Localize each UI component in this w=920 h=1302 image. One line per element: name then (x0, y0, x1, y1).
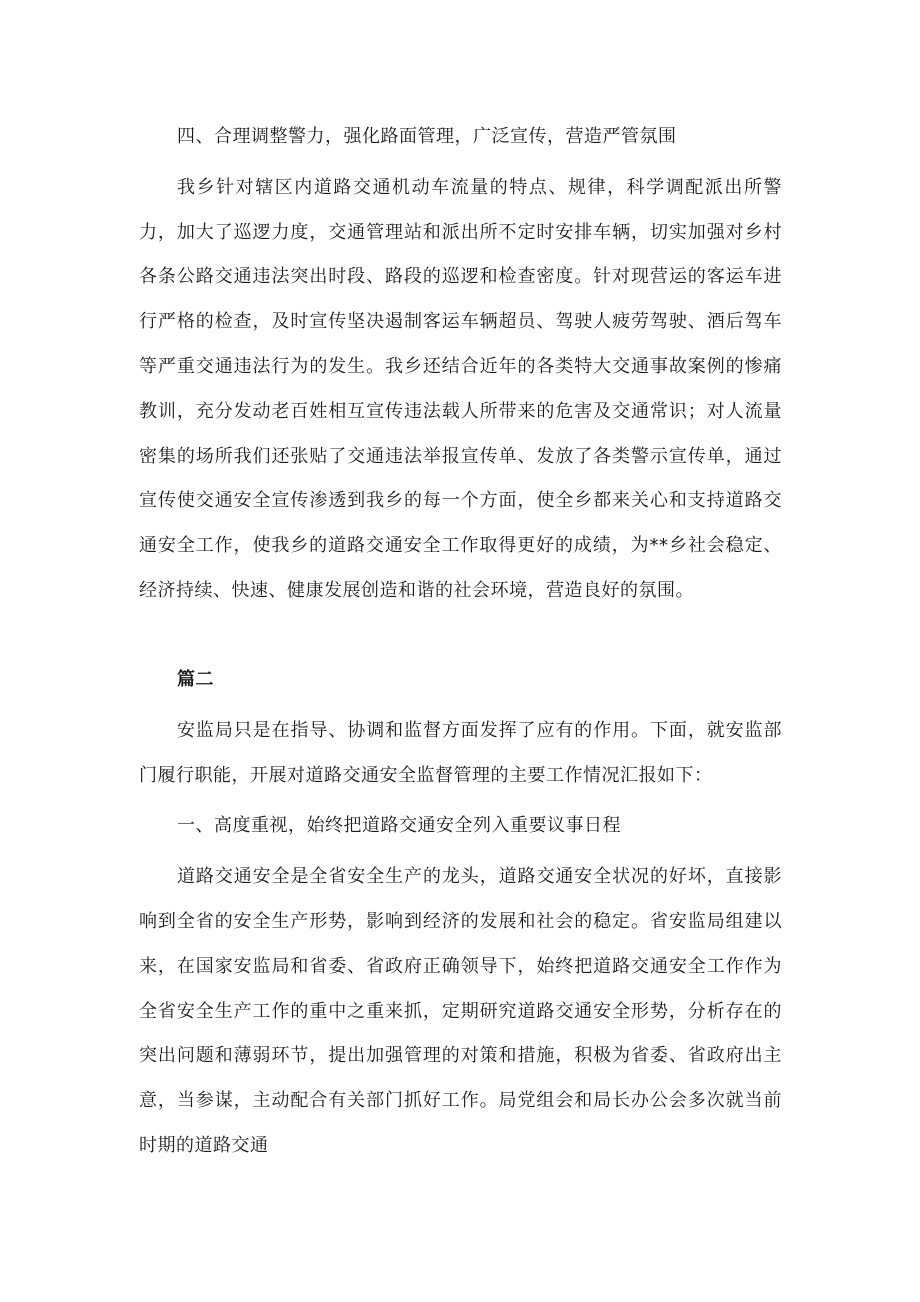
part-two-intro: 安监局只是在指导、协调和监督方面发挥了应有的作用。下面，就安监部门履行职能，开展对道路交通安全监督管理的主要工作情况汇报如下： (139, 719, 782, 786)
section-one-paragraph: 道路交通安全是全省安全生产的龙头，道路交通安全状况的好坏，直接影响到全省的安全生产形势，影响到经济的发展和社会的稳定。省安监局组建以来，在国家安监局和省委、省政府正确领导下，始终把道路交通安全工作作为全省安全生产工作的重中之重来抓，定期研究道路交通安全形势，分析存在的突出问题和薄弱环节，提出加强管理的对策和措施，积极为省委、省政府出主意，当参谋，主动配合有关部门抓好工作。局党组会和局长办公会多次就当前时期的道路交通 (139, 866, 782, 1156)
section-four-paragraph: 我乡针对辖区内道路交通机动车流量的特点、规律，科学调配派出所警力，加大了巡逻力度，交通管理站和派出所不定时安排车辆，切实加强对乡村各条公路交通违法突出时段、路段的巡逻和检查密度。针对现营运的客运车进行严格的检查，及时宣传坚决遏制客运车辆超员、驾驶人疲劳驾驶、酒后驾车等严重交通违法行为的发生。我乡还结合近年的各类特大交通事故案例的惨痛教训，充分发动老百姓相互宣传违法载人所带来的危害及交通常识；对人流量密集的场所我们还张贴了交通违法举报宣传单、发放了各类警示宣传单，通过宣传使交通安全宣传渗透到我乡的每一个方面，使全乡都来关心和支持道路交通安全工作，使我乡的道路交通安全工作取得更好的成绩，为**乡社会稳定、经济持续、快速、健康发展创造和谐的社会环境，营造良好的氛围。 (139, 176, 782, 601)
part-two (139, 658, 782, 1169)
section-four (139, 115, 782, 614)
section-one-heading: 一、高度重视，始终把道路交通安全列入重要议事日程 (177, 815, 621, 837)
part-two-title: 篇二 (177, 669, 214, 690)
section-four-heading: 四、合理调整警力，强化路面管理，广泛宣传，营造严管氛围 (177, 126, 677, 147)
